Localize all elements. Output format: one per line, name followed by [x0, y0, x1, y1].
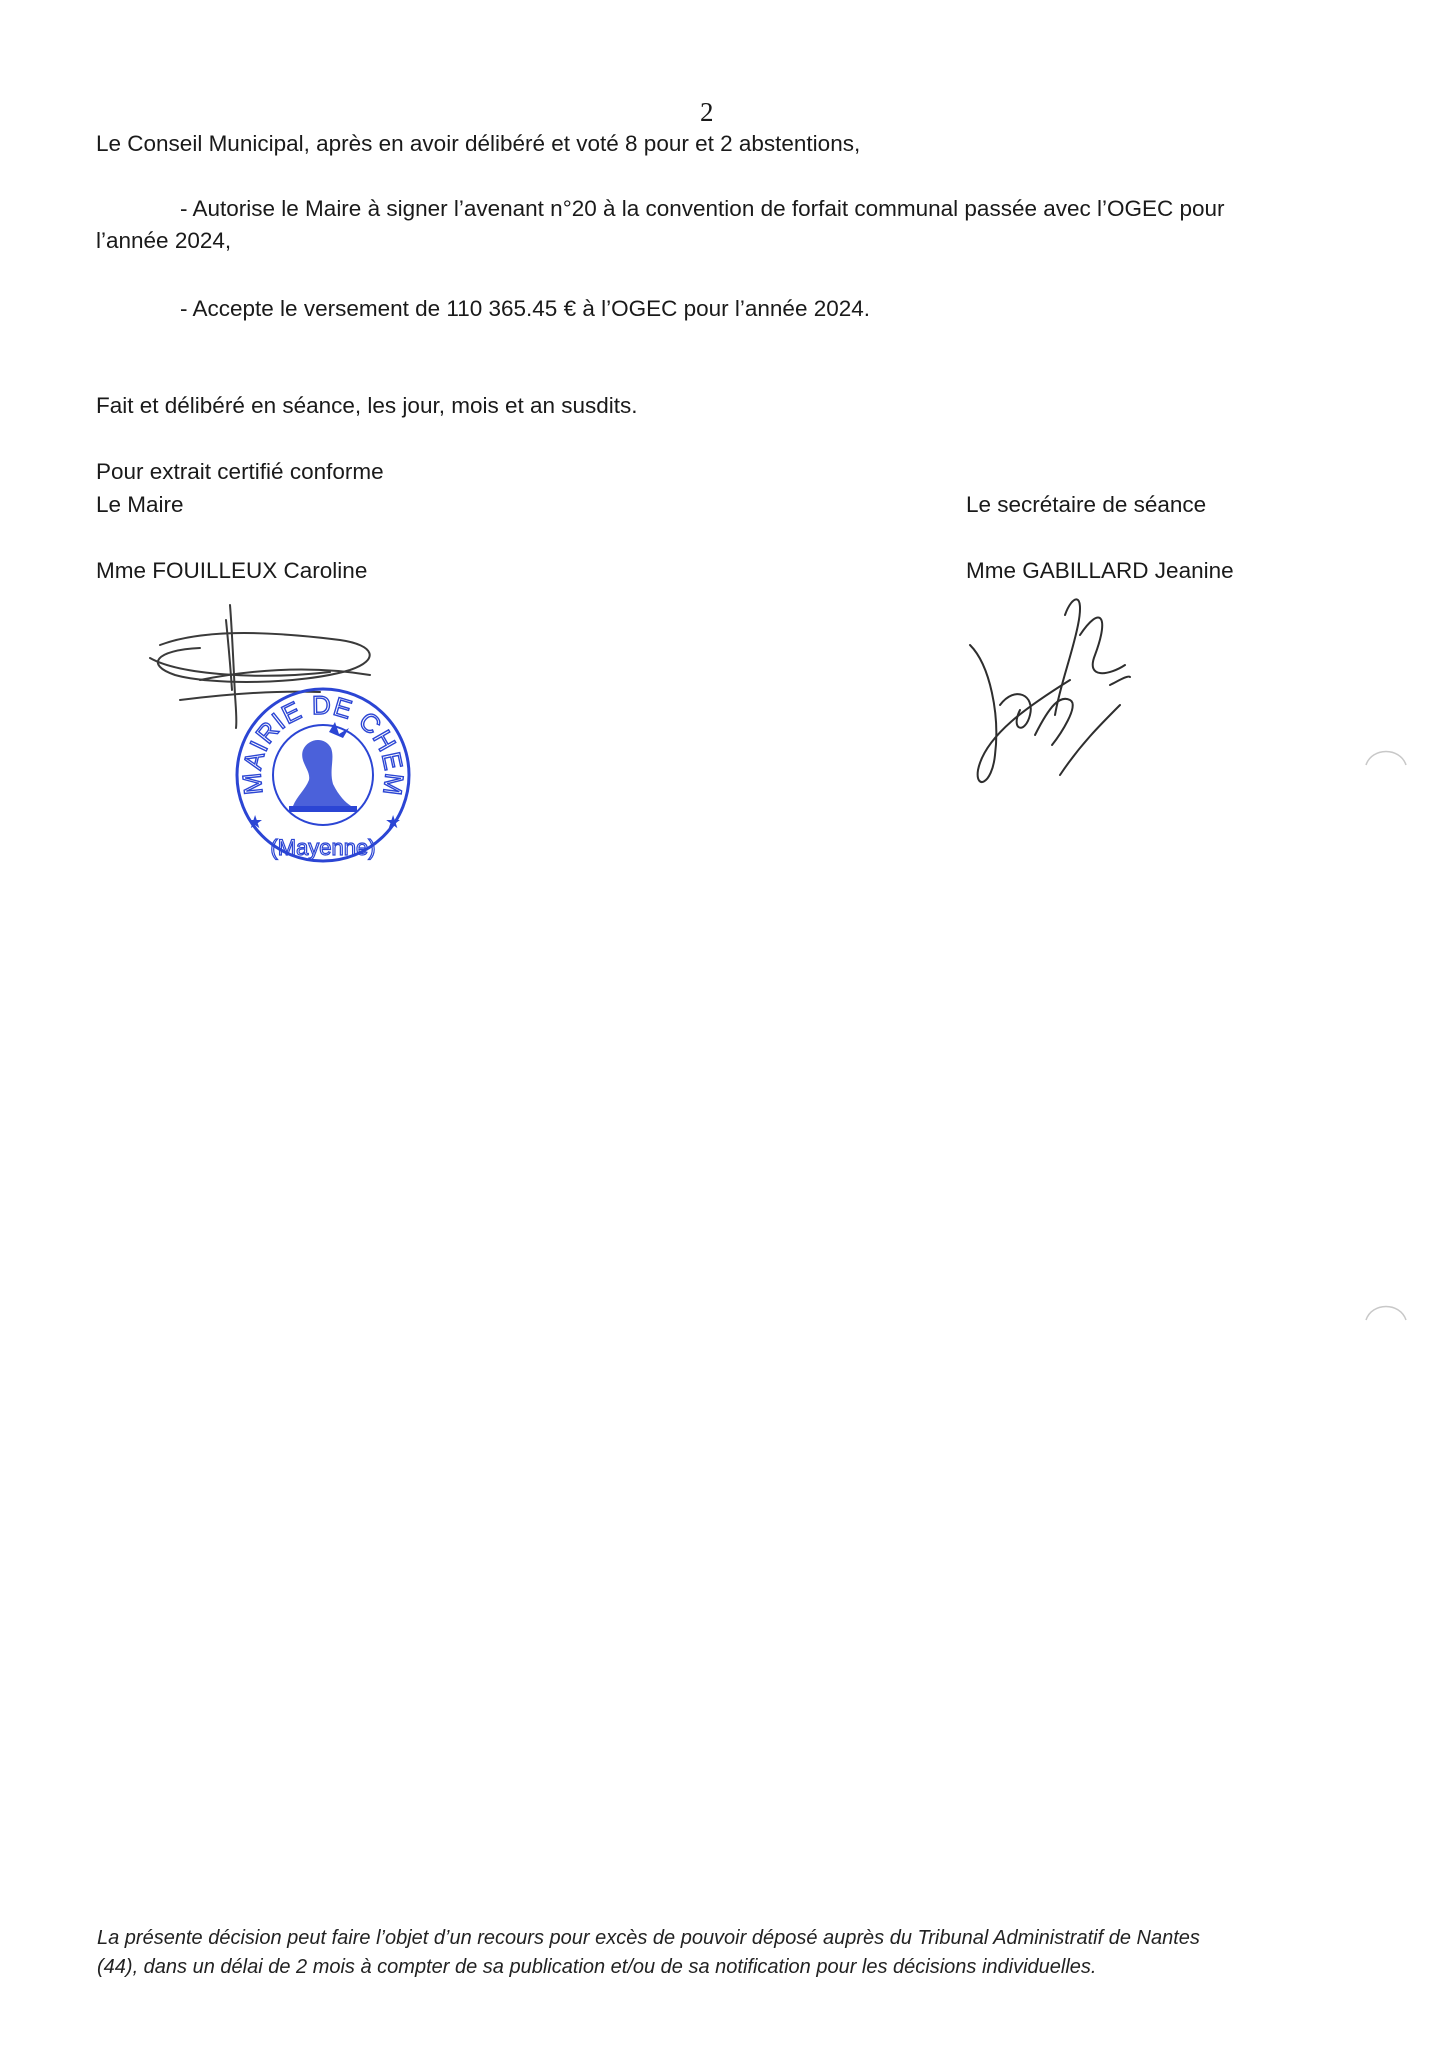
mayor-name: Mme FOUILLEUX Caroline [96, 558, 368, 583]
decision-1-line-2: l’année 2024, [96, 228, 232, 253]
legal-notice-footer [97, 1924, 1347, 1982]
decision-2: - Accepte le versement de 110 365.45 € à l’OGEC pour l’année 2024. [180, 296, 871, 321]
stamp-text-top: MAIRIE DE CHEMAZE [223, 656, 410, 798]
mayor-title: Le Maire [96, 492, 184, 517]
decision-1-line-1: - Autorise le Maire à signer l’avenant n°20 à la convention de forfait communal passée avec l’OGEC pour [180, 196, 1225, 221]
footer-line-2: (44), dans un délai de 2 mois à compter de sa publication et/ou de sa notification pour les décisions individuelles. [97, 1956, 1097, 1978]
secretary-title: Le secrétaire de séance [966, 492, 1207, 517]
scan-artifact [1364, 1300, 1408, 1324]
secretary-signature [960, 585, 1140, 795]
scan-artifact [1364, 745, 1408, 769]
stamp-text-bottom: (Mayenne) [270, 835, 376, 860]
page-number: 2 [700, 97, 714, 127]
mairie-stamp [223, 656, 413, 870]
intro-paragraph: Le Conseil Municipal, après en avoir délibéré et voté 8 pour et 2 abstentions, [96, 131, 861, 156]
closing-statement: Fait et délibéré en séance, les jour, mois et an susdits. [96, 393, 638, 418]
footer-line-1: La présente décision peut faire l’objet d’un recours pour excès de pouvoir déposé auprès du Tribunal Administratif de Nantes [97, 1927, 1200, 1949]
svg-text:★: ★ [385, 812, 402, 832]
certification-label: Pour extrait certifié conforme [96, 459, 384, 484]
svg-text:★: ★ [247, 812, 264, 832]
secretary-name: Mme GABILLARD Jeanine [966, 558, 1234, 583]
